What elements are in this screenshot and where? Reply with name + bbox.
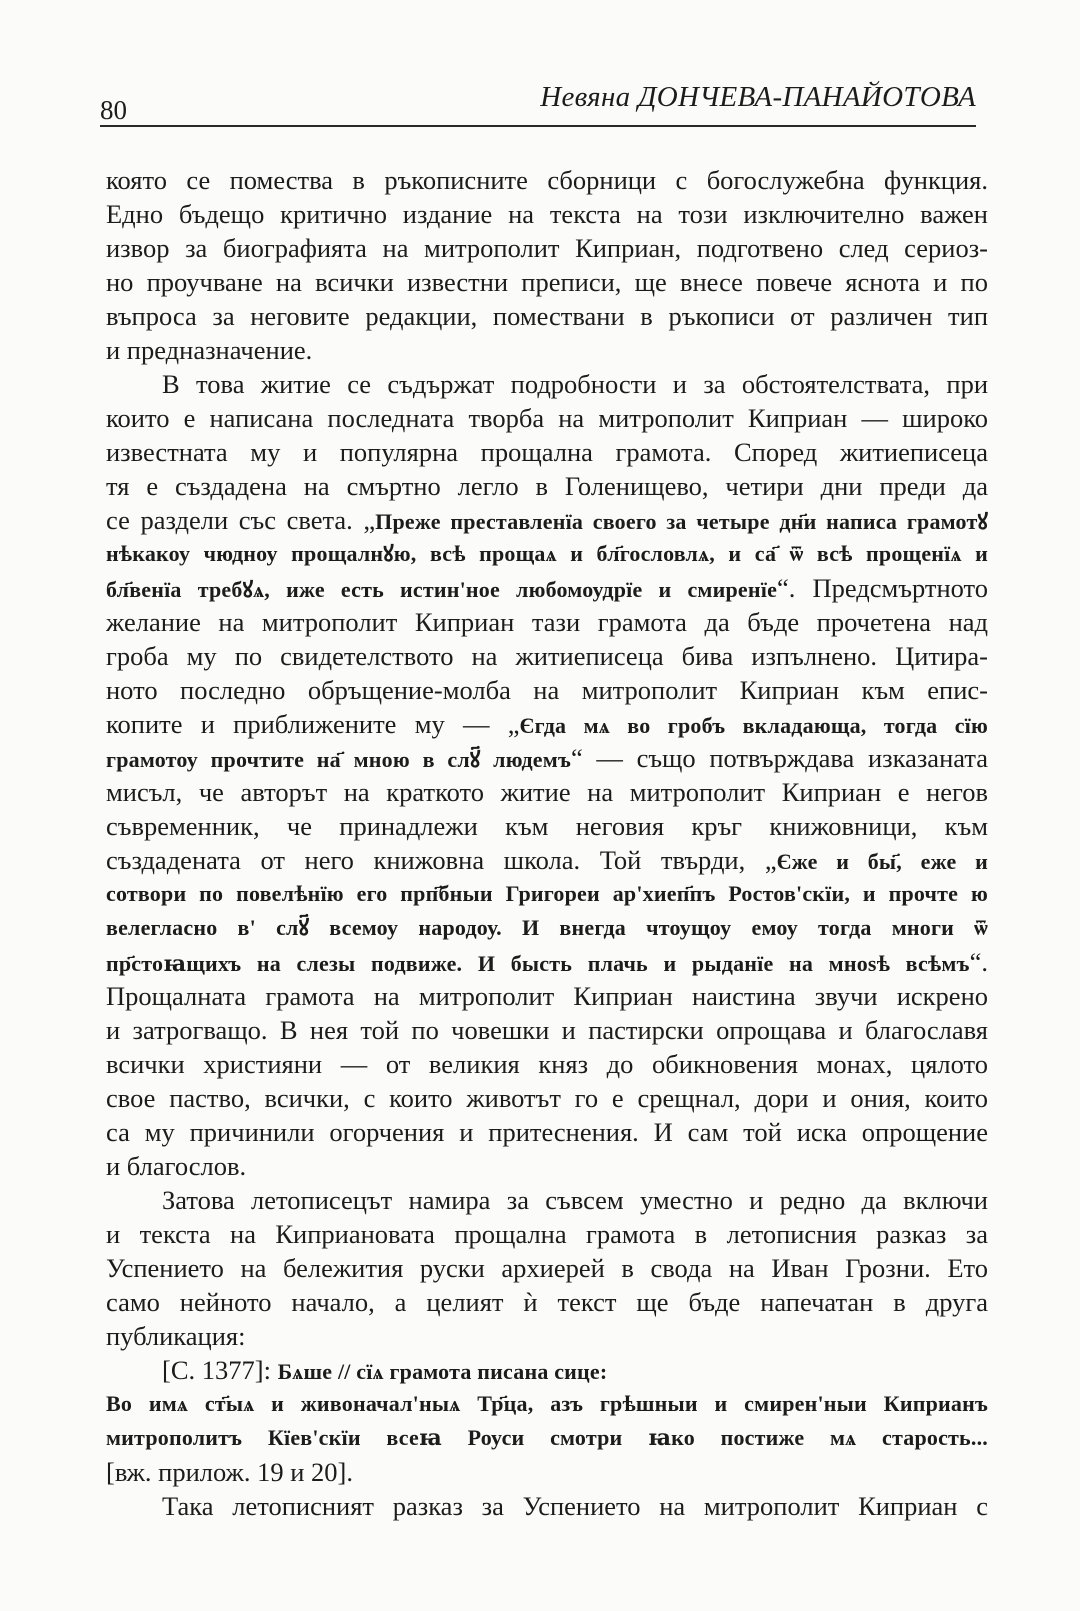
- bulgarian-text: копите и приближените му — „: [106, 709, 520, 739]
- bulgarian-text: само нейното начало, а целият ѝ текст ще бъде напечатан в друга: [106, 1287, 988, 1317]
- page-number: 80: [100, 95, 127, 125]
- header-rule: [100, 125, 976, 127]
- text-line: [106, 1149, 988, 1183]
- bulgarian-text: “. Предсмъртното: [777, 573, 988, 603]
- quotation: [106, 1387, 988, 1489]
- text-line: [106, 401, 988, 435]
- bulgarian-text: въпроса за неговите редакции, помествани в ръкописи от различен тип: [106, 301, 988, 331]
- bulgarian-text: Така летописният разказ за Успението на митрополит Киприан с: [162, 1491, 988, 1521]
- text-line: [106, 1387, 988, 1421]
- church-slavonic-quote: бл҃венїа требꙋѧ, иже есть истин'ное любомоудрїе и смиренїе: [106, 577, 778, 602]
- text-line: [106, 843, 988, 877]
- bulgarian-text: [С. 1377]:: [162, 1355, 278, 1385]
- text-line: [106, 367, 988, 401]
- text-line: [106, 197, 988, 231]
- bulgarian-text: тя е създадена на смъртно легло в Голенищево, четири дни преди да: [106, 471, 988, 501]
- bulgarian-text: и благослов.: [106, 1151, 247, 1181]
- text-line: [106, 1047, 988, 1081]
- text-line: [106, 265, 988, 299]
- church-slavonic-quote: сотвори по повелѣнїю его прп҃бныи Григореи ар'хиеп҃пъ Ростов'скїи, и прочте ю: [106, 881, 988, 906]
- main-text: [106, 163, 988, 1523]
- bulgarian-text: [вж. прилож. 19 и 20].: [106, 1457, 354, 1487]
- text-line: [106, 1251, 988, 1285]
- text-line: [106, 1183, 988, 1217]
- bulgarian-text: която се помества в ръкописните сборници с богослужебна функция.: [106, 165, 988, 195]
- text-line: [106, 503, 988, 537]
- bulgarian-text: се раздели със света. „: [106, 505, 376, 535]
- bulgarian-text: но проучване на всички известни преписи, ще внесе повече яснота и по: [106, 267, 988, 297]
- text-line: [106, 1013, 988, 1047]
- text-line: [106, 707, 988, 741]
- running-header: [100, 81, 976, 125]
- bulgarian-text: Прощалната грамота на митрополит Киприан наистина звучи искрено: [106, 981, 988, 1011]
- text-line: [106, 639, 988, 673]
- paragraph: [106, 367, 988, 1183]
- bulgarian-text: които е написана последната творба на митрополит Киприан — широко: [106, 403, 988, 433]
- text-line: [106, 537, 988, 571]
- church-slavonic-quote: митрополитъ Кїев'скїи всеꙗ Роуси смотри ꙗко постиже мѧ старость...: [106, 1425, 988, 1450]
- bulgarian-text: мисъл, че авторът на краткото житие на митрополит Киприан е негов: [106, 777, 988, 807]
- bulgarian-text: съвременник, че принадлежи към неговия кръг книжовници, към: [106, 811, 988, 841]
- text-line: [106, 1081, 988, 1115]
- church-slavonic-quote: Во имѧ ст҃ыѧ и живоначал'ныѧ Тр҃ца, азъ грѣшныи и смирен'ныи Киприанъ: [106, 1391, 988, 1416]
- text-line: [106, 1421, 988, 1455]
- text-line: [106, 605, 988, 639]
- text-line: [106, 775, 988, 809]
- church-slavonic-quote: Єже и бы҃, еже и: [776, 849, 988, 874]
- text-line: [106, 1319, 988, 1353]
- church-slavonic-quote: Єгда мѧ во гробъ вкладающа, тогда сїю: [519, 713, 988, 738]
- text-line: [106, 1353, 988, 1387]
- text-line: [106, 469, 988, 503]
- bulgarian-text: известната му и популярна прощална грамота. Според житиеписеца: [106, 437, 988, 467]
- bulgarian-text: “ — също потвърждава изказаната: [570, 743, 988, 773]
- bulgarian-text: и затрогващо. В нея той по човешки и пастирски опрощава и благославя: [106, 1015, 988, 1045]
- bulgarian-text: желание на митрополит Киприан тази грамота да бъде прочетена над: [106, 607, 988, 637]
- text-line: [106, 911, 988, 945]
- bulgarian-text: гроба му по свидетелството на житиеписеца бива изпълнено. Цитира-: [106, 641, 988, 671]
- church-slavonic-quote: пр҃стоꙗщихъ на слезы подвиже. И бысть плачь и рыданїе на мноѕѣ всѣмъ: [106, 951, 970, 976]
- bulgarian-text: и предназначение.: [106, 335, 313, 365]
- bulgarian-text: ното последно обръщение-молба на митрополит Киприан към епис-: [106, 675, 988, 705]
- bulgarian-text: Успението на бележития руски архиерей в свода на Иван Грозни. Ето: [106, 1253, 988, 1283]
- text-line: [106, 673, 988, 707]
- running-title-author: Невяна ДОНЧЕВА-ПАНАЙОТОВА: [540, 81, 976, 113]
- text-line: [106, 435, 988, 469]
- text-line: [106, 809, 988, 843]
- text-line: [106, 1285, 988, 1319]
- paragraph-continued: [106, 163, 988, 367]
- church-slavonic-quote: Преже преставленїа своего за четыре дн҃и написа грамотꙋ: [375, 509, 988, 534]
- text-line: [106, 877, 988, 911]
- text-line: [106, 163, 988, 197]
- text-line: [106, 299, 988, 333]
- bulgarian-text: свое паство, всички, с които животът го е срещнал, дори и ония, които: [106, 1083, 988, 1113]
- text-line: [106, 1115, 988, 1149]
- text-line: [106, 1217, 988, 1251]
- bulgarian-text: създадената от него книжовна школа. Той твърди, „: [106, 845, 777, 875]
- paragraph: [106, 1183, 988, 1353]
- church-slavonic-quote: нѣкакоу чюдноу прощалнꙋю, всѣ прощаѧ и бл҃гословлѧ, и са҃ ѿ всѣ прощенїѧ и: [106, 541, 988, 566]
- text-line: [106, 333, 988, 367]
- text-line: [106, 1489, 988, 1523]
- bulgarian-text: публикация:: [106, 1321, 246, 1351]
- text-line: [106, 231, 988, 265]
- bulgarian-text: Едно бъдещо критично издание на текста на този изключително важен: [106, 199, 988, 229]
- text-line: [106, 945, 988, 979]
- bulgarian-text: В това житие се съдържат подробности и за обстоятелствата, при: [162, 369, 988, 399]
- paragraph-runs-on: [106, 1489, 988, 1523]
- church-slavonic-quote: грамотоу прочтите на҃ мною в слꙋ҃ людемъ: [106, 747, 571, 772]
- bulgarian-text: “.: [969, 947, 988, 977]
- bulgarian-text: са му причинили огорчения и притеснения. И сам той иска опрощение: [106, 1117, 988, 1147]
- text-line: [106, 1455, 988, 1489]
- bulgarian-text: Затова летописецът намира за съвсем уместно и редно да включи: [162, 1185, 988, 1215]
- text-line: [106, 571, 988, 605]
- bulgarian-text: всички християни — от великия княз до обикновения монах, цялото: [106, 1049, 988, 1079]
- bulgarian-text: извор за биографията на митрополит Киприан, подготвено след сериоз-: [106, 233, 988, 263]
- quotation-heading: [106, 1353, 988, 1387]
- church-slavonic-quote: велегласно в' слꙋ҃ всемоу народоу. И внегда чтоущоу емоу тогда многи ѿ: [106, 915, 988, 940]
- church-slavonic-quote: Бѧше // сїѧ грамота писана сице:: [277, 1359, 608, 1384]
- text-line: [106, 979, 988, 1013]
- bulgarian-text: и текста на Киприановата прощална грамота в летописния разказ за: [106, 1219, 988, 1249]
- text-line: [106, 741, 988, 775]
